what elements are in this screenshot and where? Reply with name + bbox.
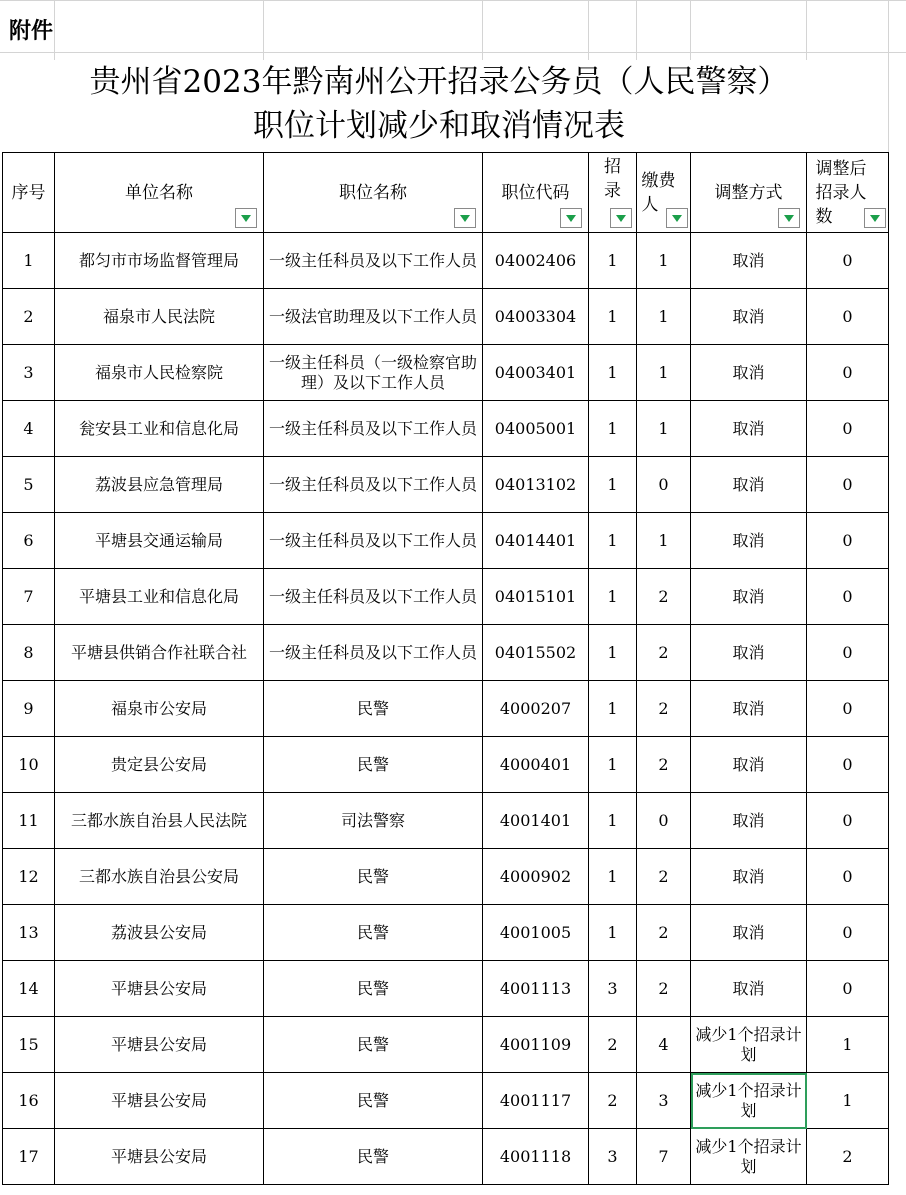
- table-row: [3, 737, 889, 793]
- cell-recruit[interactable]: 2: [589, 1073, 637, 1129]
- cell-code[interactable]: 04003401: [483, 345, 589, 401]
- cell-unit[interactable]: 平塘县公安局: [55, 1073, 264, 1129]
- header-method: 调整方式: [691, 153, 807, 233]
- cell-code[interactable]: 4001109: [483, 1017, 589, 1073]
- cell-code[interactable]: 4000902: [483, 849, 589, 905]
- cell-adjusted[interactable]: 0: [807, 569, 889, 625]
- table-row: [3, 905, 889, 961]
- cell-adjusted[interactable]: 0: [807, 457, 889, 513]
- cell-seq[interactable]: 3: [3, 345, 55, 401]
- cell-adjusted[interactable]: 0: [807, 737, 889, 793]
- cell-seq[interactable]: 8: [3, 625, 55, 681]
- table-row: [3, 625, 889, 681]
- cell-method[interactable]: 取消: [691, 681, 807, 737]
- cell-unit[interactable]: 瓮安县工业和信息化局: [55, 401, 264, 457]
- header-adjusted: 调整后招录人数: [807, 153, 889, 233]
- header-paid: 缴费人: [637, 153, 691, 233]
- cell-method[interactable]: 取消: [691, 569, 807, 625]
- cell-adjusted[interactable]: 0: [807, 793, 889, 849]
- cell-position[interactable]: 民警: [264, 1017, 483, 1073]
- cell-seq[interactable]: 10: [3, 737, 55, 793]
- table-row: [3, 345, 889, 401]
- cell-recruit[interactable]: 1: [589, 289, 637, 345]
- cell-position[interactable]: 一级主任科员及以下工作人员: [264, 233, 483, 289]
- header-seq: 序号: [3, 153, 55, 233]
- cell-adjusted[interactable]: 1: [807, 1073, 889, 1129]
- cell-recruit[interactable]: 1: [589, 737, 637, 793]
- table-row: [3, 289, 889, 345]
- cell-code[interactable]: 4001005: [483, 905, 589, 961]
- cell-method[interactable]: 取消: [691, 737, 807, 793]
- cell-paid[interactable]: 1: [637, 233, 691, 289]
- cell-method[interactable]: 减少1个招录计划: [691, 1017, 807, 1073]
- cell-recruit[interactable]: 1: [589, 457, 637, 513]
- cell-adjusted[interactable]: 0: [807, 513, 889, 569]
- cell-unit[interactable]: 福泉市人民法院: [55, 289, 264, 345]
- cell-position[interactable]: 民警: [264, 961, 483, 1017]
- cell-unit[interactable]: 平塘县公安局: [55, 1129, 264, 1185]
- cell-code[interactable]: 04015502: [483, 625, 589, 681]
- cell-seq[interactable]: 13: [3, 905, 55, 961]
- attachment-label: 附件: [9, 19, 54, 44]
- cell-seq[interactable]: 11: [3, 793, 55, 849]
- cell-unit[interactable]: 平塘县供销合作社联合社: [55, 625, 264, 681]
- cell-unit[interactable]: 三都水族自治县公安局: [55, 849, 264, 905]
- cell-adjusted[interactable]: 0: [807, 681, 889, 737]
- cell-paid[interactable]: 2: [637, 681, 691, 737]
- cell-unit[interactable]: 三都水族自治县人民法院: [55, 793, 264, 849]
- cell-position[interactable]: 一级主任科员及以下工作人员: [264, 457, 483, 513]
- cell-method[interactable]: 取消: [691, 625, 807, 681]
- cell-paid[interactable]: 2: [637, 625, 691, 681]
- cell-code[interactable]: 4000207: [483, 681, 589, 737]
- cell-position[interactable]: 民警: [264, 1129, 483, 1185]
- cell-position[interactable]: 一级主任科员及以下工作人员: [264, 401, 483, 457]
- cell-position[interactable]: 民警: [264, 681, 483, 737]
- cell-seq[interactable]: 15: [3, 1017, 55, 1073]
- cell-recruit[interactable]: 1: [589, 793, 637, 849]
- cell-position[interactable]: 司法警察: [264, 793, 483, 849]
- cell-recruit[interactable]: 1: [589, 681, 637, 737]
- table-row: [3, 849, 889, 905]
- filter-dropdown-icon[interactable]: [235, 208, 257, 228]
- cell-recruit[interactable]: 1: [589, 905, 637, 961]
- cell-method[interactable]: 取消: [691, 457, 807, 513]
- cell-code[interactable]: 04003304: [483, 289, 589, 345]
- cell-paid[interactable]: 1: [637, 289, 691, 345]
- cell-recruit[interactable]: 1: [589, 401, 637, 457]
- header-row: [3, 153, 889, 233]
- cell-position[interactable]: 民警: [264, 737, 483, 793]
- cell-unit[interactable]: 平塘县交通运输局: [55, 513, 264, 569]
- cell-paid[interactable]: 0: [637, 457, 691, 513]
- header-code: 职位代码: [483, 153, 589, 233]
- filter-dropdown-icon[interactable]: [560, 208, 582, 228]
- cell-recruit[interactable]: 1: [589, 513, 637, 569]
- cell-paid[interactable]: 2: [637, 737, 691, 793]
- table-body: [3, 233, 889, 1185]
- cell-code[interactable]: 04005001: [483, 401, 589, 457]
- cell-recruit[interactable]: 1: [589, 849, 637, 905]
- header-recruit: 招录: [589, 153, 637, 233]
- cell-unit[interactable]: 贵定县公安局: [55, 737, 264, 793]
- cell-seq[interactable]: 9: [3, 681, 55, 737]
- cell-unit[interactable]: 平塘县公安局: [55, 1017, 264, 1073]
- cell-seq[interactable]: 14: [3, 961, 55, 1017]
- cell-adjusted[interactable]: 0: [807, 625, 889, 681]
- cell-seq[interactable]: 1: [3, 233, 55, 289]
- table-row: [3, 569, 889, 625]
- cell-method[interactable]: 取消: [691, 961, 807, 1017]
- title-line-1: 贵州省2023年黔南州公开招录公务员（人民警察）: [89, 64, 789, 100]
- cell-paid[interactable]: 1: [637, 513, 691, 569]
- cell-position[interactable]: 一级主任科员及以下工作人员: [264, 625, 483, 681]
- cell-seq[interactable]: 16: [3, 1073, 55, 1129]
- cell-seq[interactable]: 7: [3, 569, 55, 625]
- cell-method[interactable]: 取消: [691, 905, 807, 961]
- cell-position[interactable]: 一级主任科员及以下工作人员: [264, 569, 483, 625]
- cell-paid[interactable]: 1: [637, 345, 691, 401]
- table-row: [3, 1017, 889, 1073]
- cell-adjusted[interactable]: 0: [807, 905, 889, 961]
- cell-method[interactable]: 取消: [691, 793, 807, 849]
- cell-recruit[interactable]: 1: [589, 569, 637, 625]
- cell-adjusted[interactable]: 0: [807, 345, 889, 401]
- cell-position[interactable]: 民警: [264, 1073, 483, 1129]
- table-row: [3, 401, 889, 457]
- cell-paid[interactable]: 4: [637, 1017, 691, 1073]
- cell-recruit[interactable]: 2: [589, 1017, 637, 1073]
- cell-seq[interactable]: 4: [3, 401, 55, 457]
- title-line-2: 职位计划减少和取消情况表: [253, 108, 625, 144]
- cell-method[interactable]: 取消: [691, 513, 807, 569]
- cell-recruit[interactable]: 1: [589, 345, 637, 401]
- cell-unit[interactable]: 荔波县应急管理局: [55, 457, 264, 513]
- cell-position[interactable]: 民警: [264, 849, 483, 905]
- cell-adjusted[interactable]: 0: [807, 849, 889, 905]
- cell-adjusted[interactable]: 2: [807, 1129, 889, 1185]
- cell-paid[interactable]: 2: [637, 569, 691, 625]
- cell-unit[interactable]: 都匀市市场监督管理局: [55, 233, 264, 289]
- cell-code[interactable]: 04014401: [483, 513, 589, 569]
- cell-adjusted[interactable]: 1: [807, 1017, 889, 1073]
- filter-dropdown-icon[interactable]: [778, 208, 800, 228]
- cell-paid[interactable]: 1: [637, 401, 691, 457]
- cell-method[interactable]: 取消: [691, 401, 807, 457]
- cell-position[interactable]: 一级主任科员（一级检察官助理）及以下工作人员: [264, 345, 483, 401]
- cell-code[interactable]: 04013102: [483, 457, 589, 513]
- cell-method[interactable]: 取消: [691, 233, 807, 289]
- filter-dropdown-icon[interactable]: [864, 208, 886, 228]
- cell-unit[interactable]: 福泉市公安局: [55, 681, 264, 737]
- cell-code[interactable]: 4001117: [483, 1073, 589, 1129]
- cell-code[interactable]: 4001401: [483, 793, 589, 849]
- cell-code[interactable]: 4000401: [483, 737, 589, 793]
- cell-code[interactable]: 4001118: [483, 1129, 589, 1185]
- cell-adjusted[interactable]: 0: [807, 233, 889, 289]
- cell-method[interactable]: 取消: [691, 345, 807, 401]
- cell-seq[interactable]: 2: [3, 289, 55, 345]
- cell-paid[interactable]: 7: [637, 1129, 691, 1185]
- filter-dropdown-icon[interactable]: [666, 208, 688, 228]
- cell-seq[interactable]: 5: [3, 457, 55, 513]
- cell-method[interactable]: 减少1个招录计划: [691, 1129, 807, 1185]
- table-row: [3, 233, 889, 289]
- cell-method[interactable]: 取消: [691, 849, 807, 905]
- cell-adjusted[interactable]: 0: [807, 401, 889, 457]
- filter-dropdown-icon[interactable]: [610, 208, 632, 228]
- cell-paid[interactable]: 2: [637, 849, 691, 905]
- cell-unit[interactable]: 福泉市人民检察院: [55, 345, 264, 401]
- cell-paid[interactable]: 3: [637, 1073, 691, 1129]
- cell-method[interactable]: 取消: [691, 289, 807, 345]
- cell-recruit[interactable]: 3: [589, 1129, 637, 1185]
- cell-recruit[interactable]: 1: [589, 233, 637, 289]
- table-row: [3, 1129, 889, 1185]
- cell-paid[interactable]: 2: [637, 961, 691, 1017]
- cell-position[interactable]: 一级主任科员及以下工作人员: [264, 513, 483, 569]
- cell-adjusted[interactable]: 0: [807, 289, 889, 345]
- cell-recruit[interactable]: 3: [589, 961, 637, 1017]
- cell-method[interactable]: 减少1个招录计划: [691, 1073, 807, 1129]
- cell-code[interactable]: 4001113: [483, 961, 589, 1017]
- cell-position[interactable]: 民警: [264, 905, 483, 961]
- cell-unit[interactable]: 平塘县公安局: [55, 961, 264, 1017]
- table-row: [3, 457, 889, 513]
- header-position: 职位名称: [264, 153, 483, 233]
- table-row: [3, 513, 889, 569]
- data-table: [2, 152, 889, 1185]
- page-title: [0, 60, 878, 148]
- table-row: [3, 961, 889, 1017]
- cell-seq[interactable]: 17: [3, 1129, 55, 1185]
- cell-unit[interactable]: 平塘县工业和信息化局: [55, 569, 264, 625]
- cell-paid[interactable]: 2: [637, 905, 691, 961]
- filter-dropdown-icon[interactable]: [454, 208, 476, 228]
- cell-recruit[interactable]: 1: [589, 625, 637, 681]
- table-row: [3, 681, 889, 737]
- cell-position[interactable]: 一级法官助理及以下工作人员: [264, 289, 483, 345]
- header-unit: 单位名称: [55, 153, 264, 233]
- cell-seq[interactable]: 12: [3, 849, 55, 905]
- cell-paid[interactable]: 0: [637, 793, 691, 849]
- cell-unit[interactable]: 荔波县公安局: [55, 905, 264, 961]
- cell-code[interactable]: 04015101: [483, 569, 589, 625]
- table-row: [3, 793, 889, 849]
- table-row: [3, 1073, 889, 1129]
- cell-seq[interactable]: 6: [3, 513, 55, 569]
- cell-adjusted[interactable]: 0: [807, 961, 889, 1017]
- cell-code[interactable]: 04002406: [483, 233, 589, 289]
